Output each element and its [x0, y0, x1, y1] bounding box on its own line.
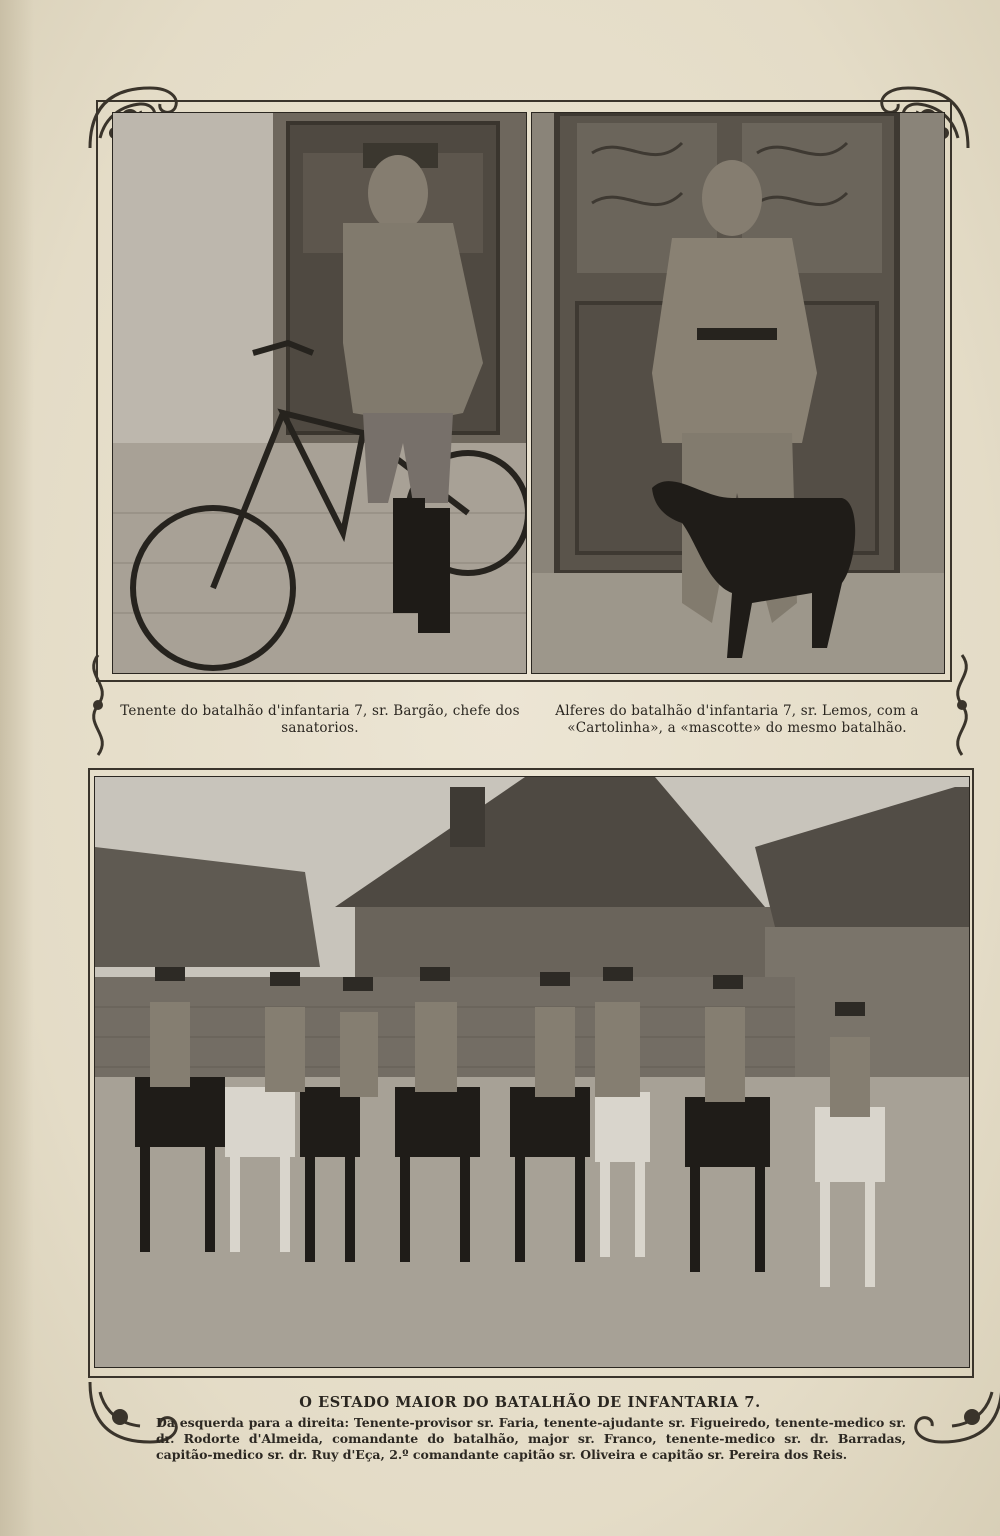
binding-shadow	[0, 0, 34, 1536]
photo-battalion-staff-on-horseback	[94, 776, 970, 1368]
photo-officer-with-goat	[531, 112, 945, 674]
corner-ornament-icon	[902, 1372, 1000, 1452]
bottom-photo-title: O ESTADO MAIOR DO BATALHÃO DE INFANTARIA 7.	[299, 1394, 761, 1411]
side-ornament-icon	[942, 650, 982, 760]
bottom-photo-description: Da esquerda para a direita: Tenente-provisor sr. Faria, tenente-ajudante sr. Figueiredo, tenente-medico sr. dr. Rodorte d'Almeida, comandante do batalhão, major sr. Franco, tenente-medico sr. dr. Barradas, capitão-medico sr. dr. Ruy d'Eça, 2.º comandante capitão sr. Oliveira e capitão sr. Pereira dos Reis.	[156, 1415, 906, 1462]
caption-bicycle-officer: Tenente do batalhão d'infantaria 7, sr. Bargão, chefe dos sanatorios.	[120, 703, 520, 736]
photo-officer-with-bicycle	[112, 112, 527, 674]
caption-goat-officer: Alferes do batalhão d'infantaria 7, sr. Lemos, com a «Cartolinha», a «mascotte» do mesmo batalhão.	[555, 703, 919, 736]
